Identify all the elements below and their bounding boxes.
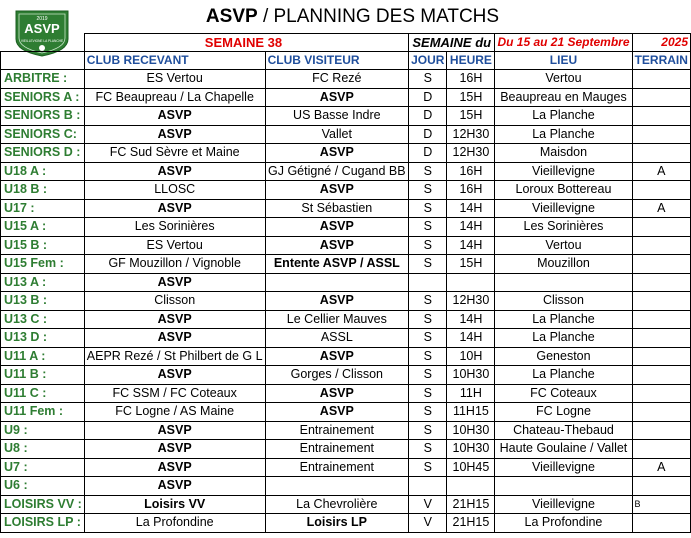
- header-lieu: LIEU: [495, 52, 632, 70]
- match-row: [1, 514, 691, 533]
- day-cell: S: [409, 70, 447, 89]
- venue-cell: [495, 273, 632, 292]
- field-cell: [632, 218, 691, 237]
- match-row: [1, 384, 691, 403]
- day-cell: S: [409, 199, 447, 218]
- home-club-cell: GF Mouzillon / Vignoble: [84, 255, 265, 274]
- field-cell: A: [632, 458, 691, 477]
- home-club-cell: ASVP: [84, 162, 265, 181]
- home-club-cell: AEPR Rezé / St Philbert de G L: [84, 347, 265, 366]
- category-cell: ARBITRE :: [1, 70, 85, 89]
- away-club-cell: [265, 477, 408, 496]
- venue-cell: Vieillevigne: [495, 495, 632, 514]
- day-cell: S: [409, 440, 447, 459]
- header-row: [1, 52, 691, 70]
- week-dates: Du 15 au 21 Septembre: [495, 34, 632, 52]
- venue-cell: Vieillevigne: [495, 199, 632, 218]
- venue-cell: Mouzillon: [495, 255, 632, 274]
- category-cell: U13 A :: [1, 273, 85, 292]
- day-cell: S: [409, 347, 447, 366]
- away-club-cell: GJ Gétigné / Cugand BB: [265, 162, 408, 181]
- away-club-cell: Entrainement: [265, 458, 408, 477]
- away-club-cell: ASVP: [265, 347, 408, 366]
- category-cell: U13 C :: [1, 310, 85, 329]
- time-cell: [447, 477, 495, 496]
- field-cell: [632, 236, 691, 255]
- venue-cell: [495, 477, 632, 496]
- away-club-cell: ASVP: [265, 384, 408, 403]
- time-cell: 11H15: [447, 403, 495, 422]
- title-rest: / PLANNING DES MATCHS: [257, 6, 500, 27]
- away-club-cell: ASSL: [265, 329, 408, 348]
- home-club-cell: ASVP: [84, 310, 265, 329]
- home-club-cell: ASVP: [84, 421, 265, 440]
- field-cell: [632, 329, 691, 348]
- home-club-cell: ASVP: [84, 477, 265, 496]
- away-club-cell: Entrainement: [265, 440, 408, 459]
- category-cell: U11 Fem :: [1, 403, 85, 422]
- venue-cell: Clisson: [495, 292, 632, 311]
- category-cell: LOISIRS VV :: [1, 495, 85, 514]
- category-cell: U9 :: [1, 421, 85, 440]
- day-cell: S: [409, 458, 447, 477]
- away-club-cell: Entente ASVP / ASSL: [265, 255, 408, 274]
- time-cell: 10H30: [447, 440, 495, 459]
- away-club-cell: Vallet: [265, 125, 408, 144]
- category-cell: U7 :: [1, 458, 85, 477]
- venue-cell: La Planche: [495, 366, 632, 385]
- away-club-cell: ASVP: [265, 292, 408, 311]
- time-cell: 11H: [447, 384, 495, 403]
- match-row: [1, 255, 691, 274]
- match-row: [1, 440, 691, 459]
- category-cell: U8 :: [1, 440, 85, 459]
- day-cell: S: [409, 310, 447, 329]
- logo-text: ASVP: [24, 21, 60, 36]
- away-club-cell: ASVP: [265, 88, 408, 107]
- home-club-cell: ES Vertou: [84, 236, 265, 255]
- venue-cell: Maisdon: [495, 144, 632, 163]
- home-club-cell: FC Beaupreau / La Chapelle: [84, 88, 265, 107]
- day-cell: S: [409, 162, 447, 181]
- time-cell: 21H15: [447, 514, 495, 533]
- away-club-cell: ASVP: [265, 403, 408, 422]
- logo-year: 2019: [36, 16, 48, 22]
- matches-table: [0, 33, 691, 533]
- match-row: [1, 70, 691, 89]
- venue-cell: Chateau-Thebaud: [495, 421, 632, 440]
- day-cell: S: [409, 255, 447, 274]
- away-club-cell: ASVP: [265, 236, 408, 255]
- field-cell: [632, 125, 691, 144]
- match-row: [1, 458, 691, 477]
- match-row: [1, 310, 691, 329]
- field-cell: A: [632, 199, 691, 218]
- day-cell: D: [409, 125, 447, 144]
- field-cell: [632, 144, 691, 163]
- match-row: [1, 199, 691, 218]
- match-row: [1, 236, 691, 255]
- field-cell: [632, 514, 691, 533]
- venue-cell: La Planche: [495, 125, 632, 144]
- day-cell: [409, 273, 447, 292]
- category-cell: U11 A :: [1, 347, 85, 366]
- away-club-cell: [265, 273, 408, 292]
- away-club-cell: Entrainement: [265, 421, 408, 440]
- field-cell: [632, 292, 691, 311]
- day-cell: S: [409, 181, 447, 200]
- day-cell: S: [409, 218, 447, 237]
- home-club-cell: ASVP: [84, 440, 265, 459]
- away-club-cell: Loisirs LP: [265, 514, 408, 533]
- field-cell: [632, 255, 691, 274]
- day-cell: S: [409, 384, 447, 403]
- venue-cell: Vertou: [495, 236, 632, 255]
- match-row: [1, 162, 691, 181]
- venue-cell: Les Sorinières: [495, 218, 632, 237]
- away-club-cell: FC Rezé: [265, 70, 408, 89]
- home-club-cell: Loisirs VV: [84, 495, 265, 514]
- category-cell: U11 B :: [1, 366, 85, 385]
- field-cell: [632, 366, 691, 385]
- away-club-cell: La Chevrolière: [265, 495, 408, 514]
- category-cell: U15 B :: [1, 236, 85, 255]
- header-terrain: TERRAIN: [632, 52, 691, 70]
- home-club-cell: ASVP: [84, 329, 265, 348]
- logo-sub: VIEILLEVIGNE LA PLANCHE: [20, 39, 64, 43]
- time-cell: 14H: [447, 310, 495, 329]
- match-row: [1, 181, 691, 200]
- home-club-cell: ES Vertou: [84, 70, 265, 89]
- venue-cell: La Planche: [495, 310, 632, 329]
- day-cell: S: [409, 421, 447, 440]
- away-club-cell: ASVP: [265, 181, 408, 200]
- venue-cell: FC Logne: [495, 403, 632, 422]
- day-cell: D: [409, 107, 447, 126]
- match-row: [1, 125, 691, 144]
- venue-cell: Haute Goulaine / Vallet: [495, 440, 632, 459]
- home-club-cell: FC Sud Sèvre et Maine: [84, 144, 265, 163]
- away-club-cell: ASVP: [265, 218, 408, 237]
- home-club-cell: FC SSM / FC Coteaux: [84, 384, 265, 403]
- category-cell: SENIORS A :: [1, 88, 85, 107]
- field-cell: [632, 384, 691, 403]
- category-cell: U13 D :: [1, 329, 85, 348]
- category-cell: SENIORS D :: [1, 144, 85, 163]
- match-row: [1, 273, 691, 292]
- match-row: [1, 421, 691, 440]
- time-cell: 14H: [447, 329, 495, 348]
- field-cell: [632, 273, 691, 292]
- venue-cell: La Planche: [495, 329, 632, 348]
- title-club: ASVP: [205, 6, 258, 27]
- home-club-cell: La Profondine: [84, 514, 265, 533]
- match-row: [1, 366, 691, 385]
- match-row: [1, 329, 691, 348]
- day-cell: S: [409, 292, 447, 311]
- home-club-cell: ASVP: [84, 107, 265, 126]
- match-row: [1, 477, 691, 496]
- week-du-label: SEMAINE du: [409, 34, 495, 52]
- week-label: SEMAINE 38: [84, 34, 408, 52]
- category-cell: U6 :: [1, 477, 85, 496]
- match-row: [1, 144, 691, 163]
- home-club-cell: FC Logne / AS Maine: [84, 403, 265, 422]
- away-club-cell: ASVP: [265, 144, 408, 163]
- time-cell: 12H30: [447, 144, 495, 163]
- day-cell: D: [409, 88, 447, 107]
- day-cell: S: [409, 236, 447, 255]
- venue-cell: La Planche: [495, 107, 632, 126]
- time-cell: 21H15: [447, 495, 495, 514]
- category-cell: SENIORS C:: [1, 125, 85, 144]
- field-cell: A: [632, 162, 691, 181]
- venue-cell: Vieillevigne: [495, 162, 632, 181]
- day-cell: S: [409, 329, 447, 348]
- page-title: [75, 4, 630, 30]
- field-cell: [632, 107, 691, 126]
- venue-cell: Vieillevigne: [495, 458, 632, 477]
- time-cell: 10H30: [447, 421, 495, 440]
- time-cell: 15H: [447, 88, 495, 107]
- match-row: [1, 495, 691, 514]
- header-recevant: CLUB RECEVANT: [84, 52, 265, 70]
- home-club-cell: ASVP: [84, 273, 265, 292]
- home-club-cell: ASVP: [84, 125, 265, 144]
- time-cell: 12H30: [447, 292, 495, 311]
- time-cell: 14H: [447, 218, 495, 237]
- category-cell: U15 A :: [1, 218, 85, 237]
- venue-cell: Beaupreau en Mauges: [495, 88, 632, 107]
- field-cell: [632, 181, 691, 200]
- day-cell: S: [409, 403, 447, 422]
- venue-cell: FC Coteaux: [495, 384, 632, 403]
- home-club-cell: Les Sorinières: [84, 218, 265, 237]
- venue-cell: Geneston: [495, 347, 632, 366]
- match-rows: [1, 70, 691, 533]
- field-cell: [632, 347, 691, 366]
- time-cell: 12H30: [447, 125, 495, 144]
- time-cell: 10H45: [447, 458, 495, 477]
- category-cell: U13 B :: [1, 292, 85, 311]
- field-cell: [632, 440, 691, 459]
- venue-cell: La Profondine: [495, 514, 632, 533]
- home-club-cell: ASVP: [84, 458, 265, 477]
- match-row: [1, 292, 691, 311]
- home-club-cell: Clisson: [84, 292, 265, 311]
- day-cell: S: [409, 366, 447, 385]
- match-row: [1, 347, 691, 366]
- field-cell: [632, 70, 691, 89]
- away-club-cell: Le Cellier Mauves: [265, 310, 408, 329]
- time-cell: 14H: [447, 199, 495, 218]
- field-cell: [632, 403, 691, 422]
- category-cell: LOISIRS LP :: [1, 514, 85, 533]
- header-jour: JOUR: [409, 52, 447, 70]
- time-cell: 10H30: [447, 366, 495, 385]
- category-cell: U15 Fem :: [1, 255, 85, 274]
- category-cell: U11 C :: [1, 384, 85, 403]
- time-cell: [447, 273, 495, 292]
- time-cell: 16H: [447, 181, 495, 200]
- venue-cell: Loroux Bottereau: [495, 181, 632, 200]
- category-cell: U18 A :: [1, 162, 85, 181]
- away-club-cell: Gorges / Clisson: [265, 366, 408, 385]
- header-visiteur: CLUB VISITEUR: [265, 52, 408, 70]
- header-heure: HEURE: [447, 52, 495, 70]
- field-cell: [632, 421, 691, 440]
- time-cell: 16H: [447, 162, 495, 181]
- day-cell: D: [409, 144, 447, 163]
- home-club-cell: ASVP: [84, 199, 265, 218]
- field-cell: [632, 477, 691, 496]
- match-row: [1, 107, 691, 126]
- category-cell: U17 :: [1, 199, 85, 218]
- match-row: [1, 403, 691, 422]
- match-row: [1, 88, 691, 107]
- day-cell: V: [409, 514, 447, 533]
- day-cell: V: [409, 495, 447, 514]
- time-cell: 10H: [447, 347, 495, 366]
- category-cell: SENIORS B :: [1, 107, 85, 126]
- field-cell: [632, 310, 691, 329]
- field-cell: [632, 88, 691, 107]
- time-cell: 15H: [447, 255, 495, 274]
- match-row: [1, 218, 691, 237]
- week-row: [1, 34, 691, 52]
- time-cell: 15H: [447, 107, 495, 126]
- field-cell: B: [632, 495, 691, 514]
- day-cell: [409, 477, 447, 496]
- time-cell: 14H: [447, 236, 495, 255]
- week-year: 2025: [632, 34, 691, 52]
- home-club-cell: ASVP: [84, 366, 265, 385]
- venue-cell: Vertou: [495, 70, 632, 89]
- time-cell: 16H: [447, 70, 495, 89]
- home-club-cell: LLOSC: [84, 181, 265, 200]
- away-club-cell: US Basse Indre: [265, 107, 408, 126]
- away-club-cell: St Sébastien: [265, 199, 408, 218]
- category-cell: U18 B :: [1, 181, 85, 200]
